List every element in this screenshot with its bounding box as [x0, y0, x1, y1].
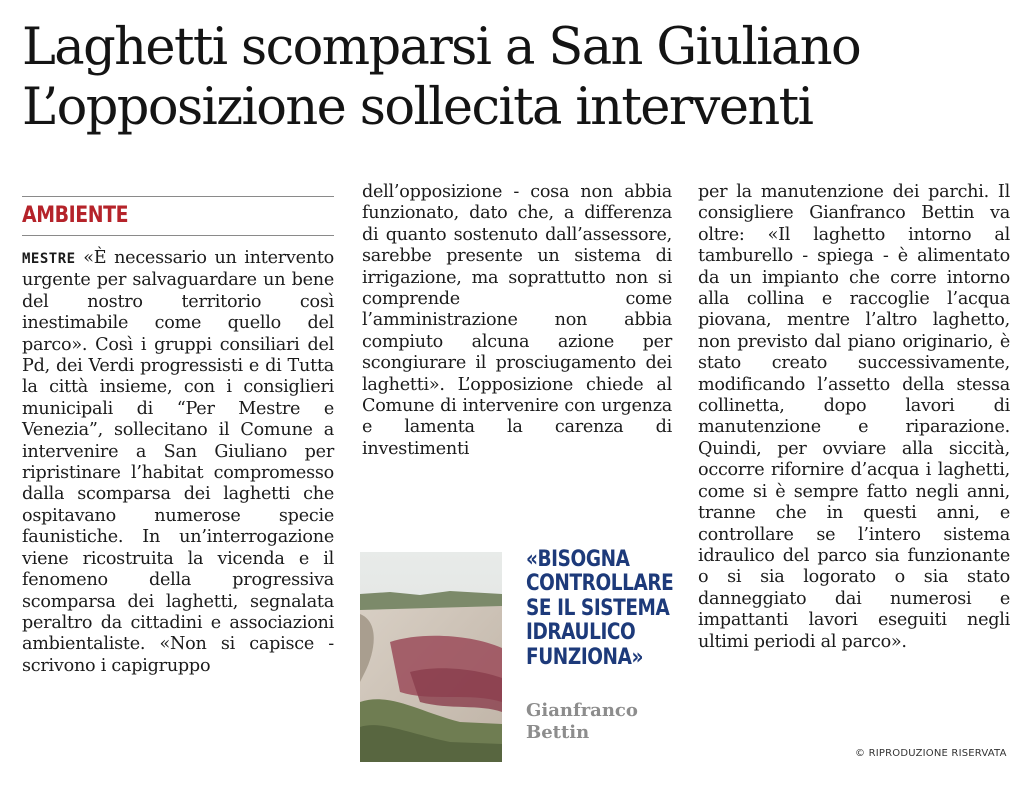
article-column-3 — [698, 182, 1010, 653]
pull-quote-line-1: «BISOGNA — [526, 547, 630, 572]
dry-pond-image — [360, 552, 502, 762]
section-label: AMBIENTE — [22, 203, 129, 228]
pull-quote-line-4: IDRAULICO — [526, 620, 636, 646]
park-photo — [360, 552, 502, 762]
pull-quote-line-3: SE IL SISTEMA — [526, 595, 670, 621]
attribution-first-name: Gianfranco — [526, 700, 638, 721]
column-1-text: «È necessario un intervento urgente per salvaguardare un bene del nostro territorio così inestimabile come quello del parco». Così i gruppi consiliari del Pd, dei Verdi progressisti e di Tutta la città insieme, con i consiglieri municipali di “Per Mestre e Venezia”, sollecitano il Comune a intervenire a San Giuliano per ripristinare l’habitat compromesso dalla scomparsa dei laghetti che ospitavano numerose specie faunistiche. In un’interrogazione viene ricostruita la vicenda e il fenomeno della progressiva scomparsa dei laghetti, segnalata peraltro da cittadini e associazioni ambientaliste. «Non si capisce - scrivono i capigruppo — [22, 248, 335, 676]
pull-quote — [526, 547, 674, 670]
dateline: MESTRE — [22, 251, 76, 267]
column-3-text: per la manutenzione dei parchi. Il consigliere Gianfranco Bettin va oltre: «Il laghetto intorno al tamburello - spiega - è alimentato da un impianto che corre intorno alla collina e raccoglie l’acqua piovana, mentre l’altro laghetto, non previsto dal piano originario, è stato creato successivamente, modificando l’assetto della stessa collinetta, dopo lavori di manutenzione e riparazione. Quindi, per ovviare alla siccità, occorre rifornire d’acqua i laghetti, come si è sempre fatto negli anni, tranne che in questi anni, e controllare se l’intero sistema idraulico del parco sia funzionante o si sia logorato o sia stato danneggiato dai numerosi e impattanti lavori eseguiti negli ultimi periodi al parco». — [698, 182, 1010, 652]
article-paragraph-1 — [22, 248, 334, 677]
pull-quote-line-2: CONTROLLARE — [526, 571, 674, 597]
headline-line-2: L’opposizione sollecita interventi — [22, 78, 813, 137]
headline-line-1: Laghetti scomparsi a San Giuliano — [22, 18, 861, 77]
column-2-text: dell’opposizione - cosa non abbia funzionato, dato che, a differenza di quanto sostenuto dall’assessore, sarebbe presente un sistema di irrigazione, ma soprattutto non si comprende come l’amministrazione non abbia compiuto alcuna azione per scongiurare il prosciugamento dei laghetti». L’opposizione chiede al Comune di intervenire con urgenza e lamenta la carenza di investimenti — [362, 182, 672, 459]
attribution-last-name: Bettin — [526, 722, 590, 743]
section-rule-top — [22, 196, 334, 197]
section-rule-bottom — [22, 235, 334, 236]
article-column-2 — [362, 182, 672, 460]
quote-attribution — [526, 700, 638, 744]
headline — [22, 18, 1012, 138]
pull-quote-line-5: FUNZIONA» — [526, 644, 644, 670]
article-column-1 — [22, 196, 334, 677]
copyright-notice: © RIPRODUZIONE RISERVATA — [855, 748, 1007, 759]
